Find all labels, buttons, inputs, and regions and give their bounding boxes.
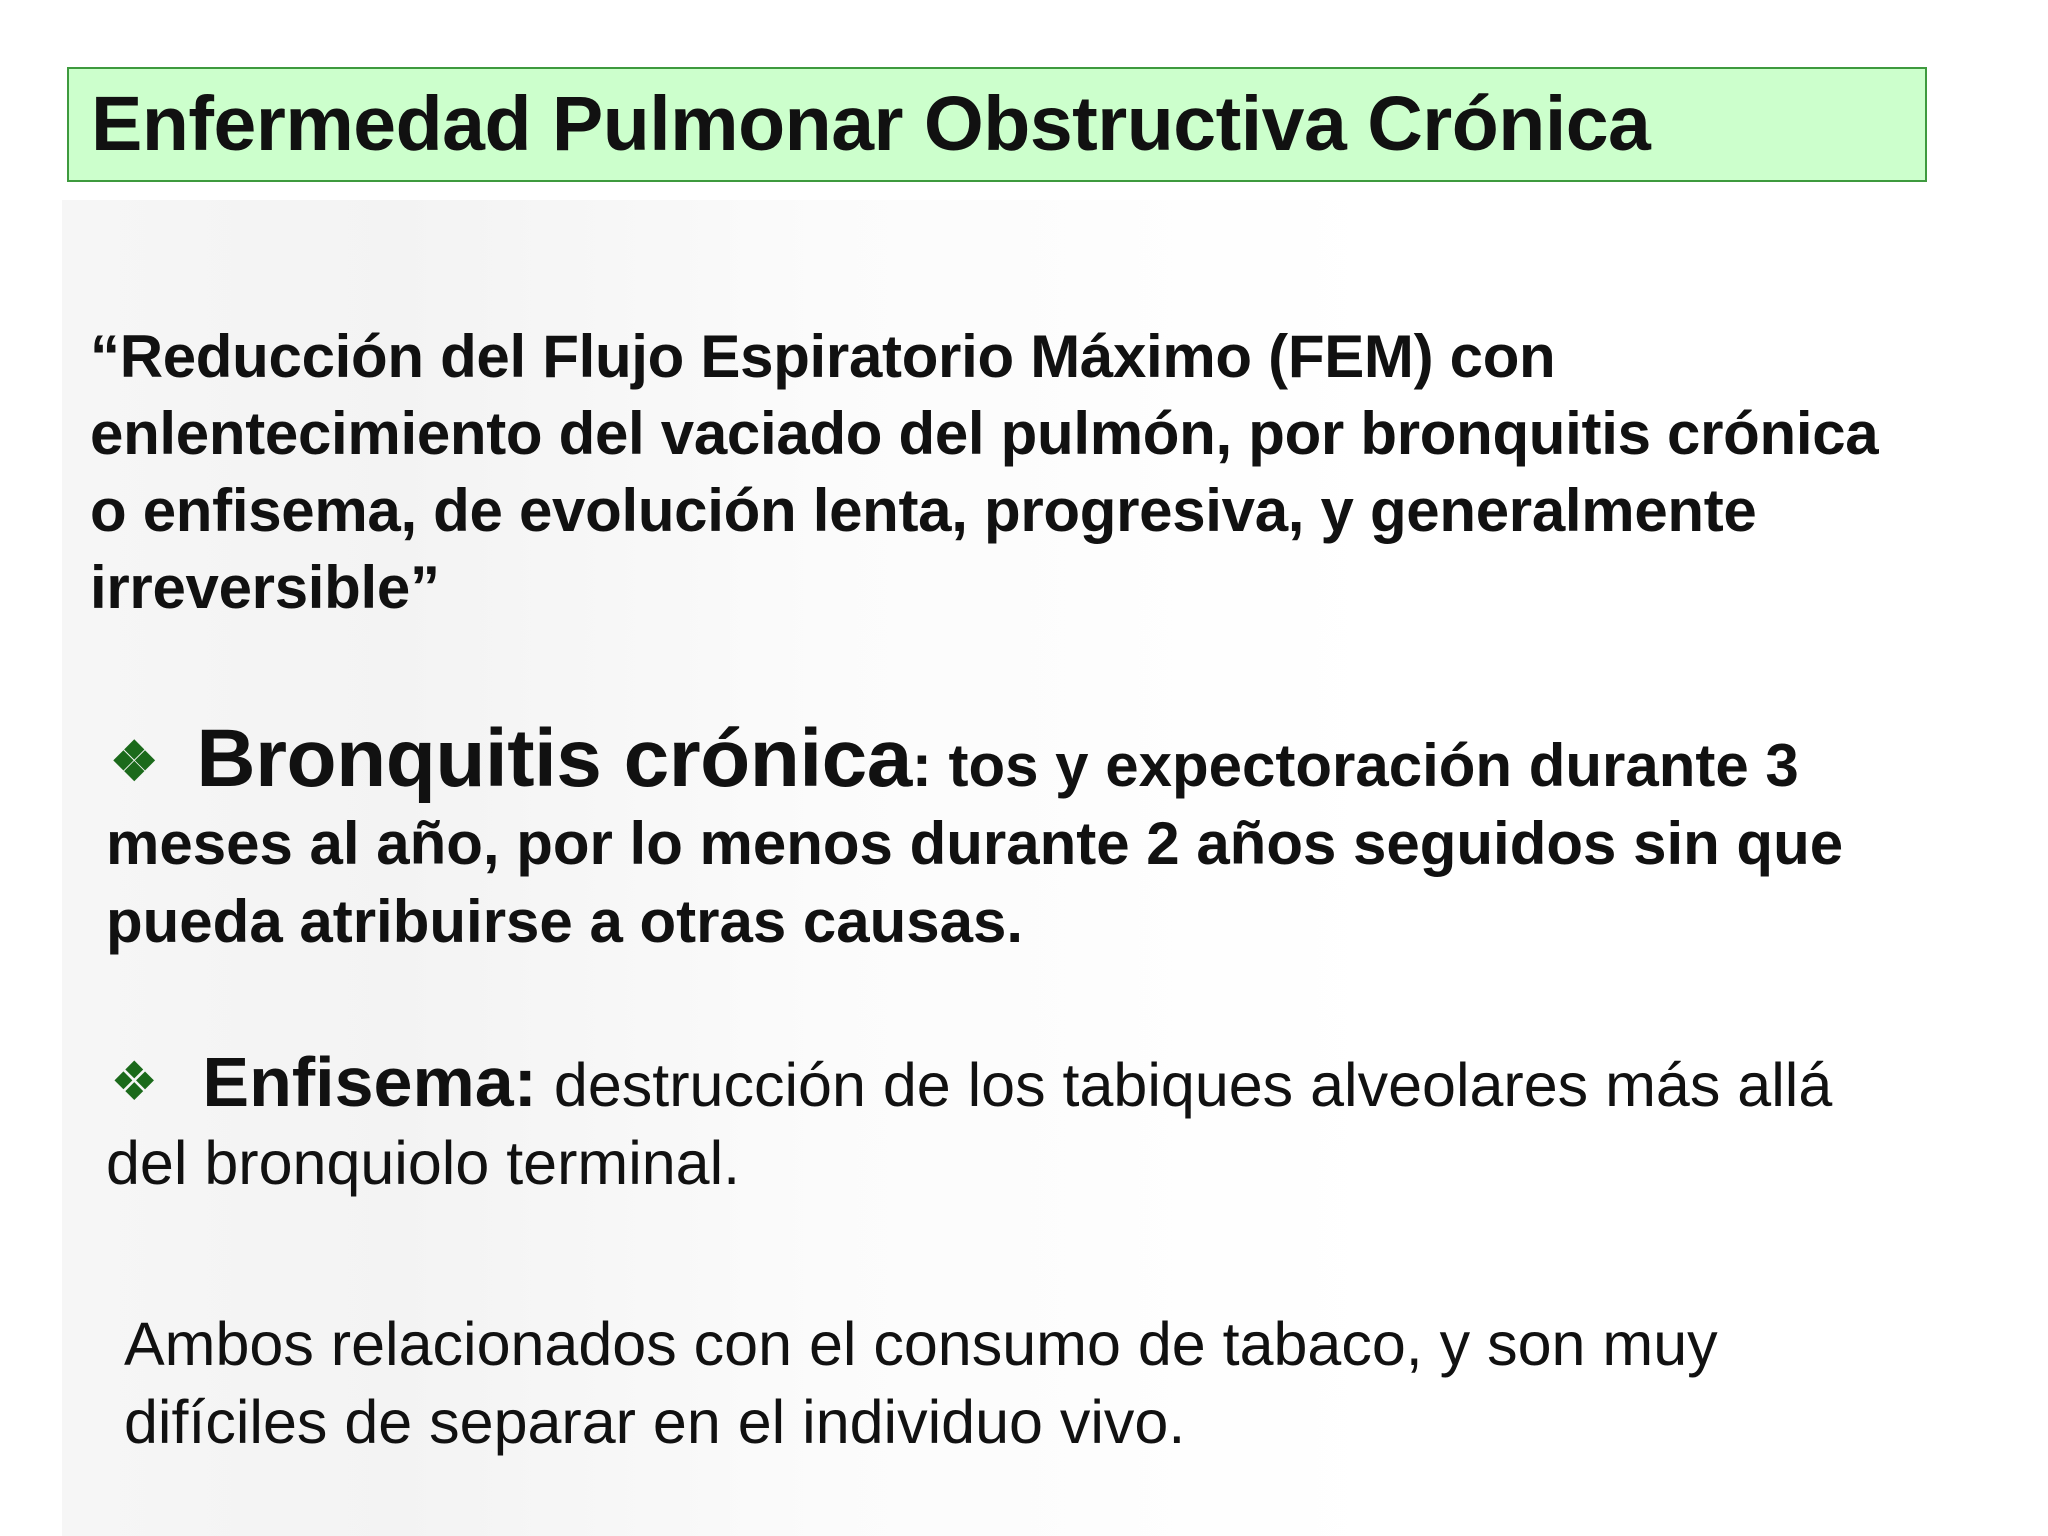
title-box (67, 67, 1927, 182)
bullet-description-bronquitis: : tos y expectoración durante 3 meses al año, por lo menos durante 2 años seguidos sin que pueda atribuirse a otras causas. (106, 732, 1844, 955)
bullet-description-enfisema: destrucción de los tabiques alveolares más allá del bronquiolo terminal. (106, 1051, 1833, 1197)
slide-title: Enfermedad Pulmonar Obstructiva Crónica (91, 81, 1651, 167)
four-diamond-bullet-icon: ❖ (110, 732, 159, 792)
four-diamond-bullet-icon: ❖ (110, 1052, 159, 1112)
bullet-enfisema (106, 1043, 1906, 1202)
bullet-term-bronquitis: Bronquitis crónica (196, 713, 912, 804)
bullet-bronquitis (106, 713, 1906, 961)
copd-definition: “Reducción del Flujo Espiratorio Máximo (FEM) con enlentecimiento del vaciado del pulmón, por bronquitis crónica o enfisema, de evolución lenta, progresiva, y generalmente irreversible” (90, 323, 1879, 621)
closing-note: Ambos relacionados con el consumo de tabaco, y son muy difíciles de separar en el individuo vivo. (124, 1310, 1718, 1456)
bullet-term-enfisema: Enfisema: (202, 1043, 537, 1121)
